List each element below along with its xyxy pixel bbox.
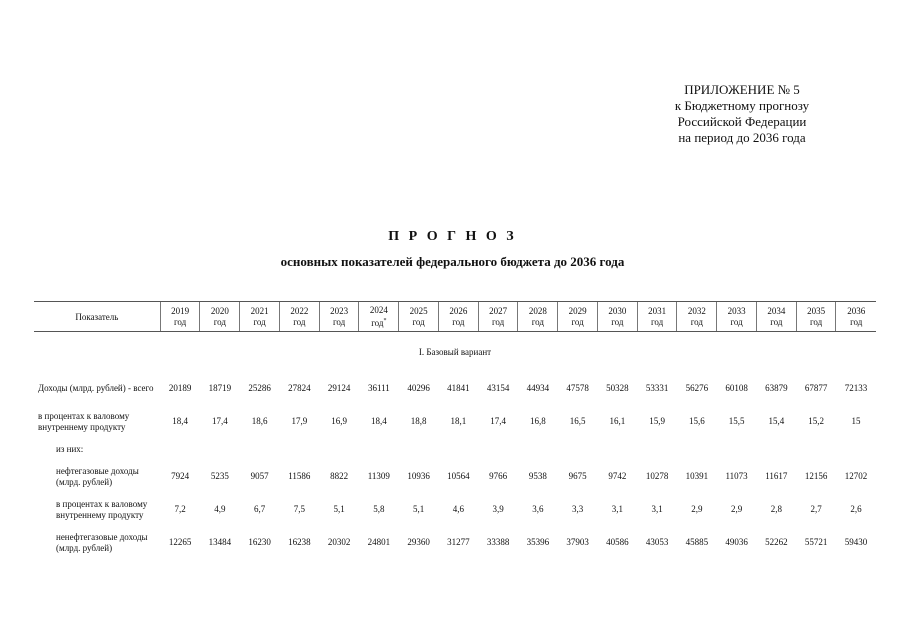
table-cell: 9538 — [528, 471, 547, 481]
table-cell: 6,7 — [253, 504, 266, 514]
table-cell: 11617 — [765, 471, 788, 481]
table-cell: 9057 — [250, 471, 269, 481]
year-number: 2034 — [767, 306, 786, 316]
table-cell: 12702 — [844, 471, 868, 481]
table-cell: 16238 — [288, 537, 311, 547]
table-cell: 33388 — [486, 537, 510, 547]
table-cell: 41841 — [447, 383, 470, 393]
table-cell: 36111 — [367, 383, 390, 393]
year-suffix: год — [293, 317, 306, 327]
table-cell: 18,4 — [370, 416, 387, 426]
table-header-row — [34, 302, 876, 332]
table-cell: 49036 — [725, 537, 748, 547]
year-suffix-wrap — [360, 316, 397, 329]
table-cell: 29124 — [327, 383, 351, 393]
table-cell: 7,5 — [293, 504, 305, 514]
year-number: 2035 — [807, 306, 826, 316]
column-header-year — [160, 302, 200, 332]
table-cell: 31277 — [447, 537, 470, 547]
appendix-ref-line: к Бюджетному прогнозу — [674, 98, 810, 113]
year-number: 2030 — [608, 306, 627, 316]
table-cell: 43053 — [645, 537, 669, 547]
budget-forecast-table — [34, 301, 876, 559]
year-suffix: год — [173, 317, 187, 327]
table-cell: 18,1 — [450, 416, 467, 426]
year-suffix: год — [571, 317, 584, 327]
row-label: ненефтегазовые доходы (млрд. рублей) — [56, 531, 148, 553]
appendix-ref-line: Российской Федерации — [677, 114, 807, 129]
table-cell: 3,3 — [571, 504, 584, 514]
column-header-year — [399, 302, 439, 332]
table-cell: 27824 — [288, 383, 311, 393]
table-cell: 15,4 — [768, 416, 785, 426]
column-header-year — [279, 302, 319, 332]
table-cell: 2,9 — [730, 504, 743, 514]
column-header-year — [518, 302, 558, 332]
year-number: 2027 — [489, 306, 508, 316]
table-cell: 5,1 — [412, 504, 425, 514]
table-cell: 5235 — [210, 471, 229, 481]
table-cell: 45885 — [685, 537, 709, 547]
table-cell: 15,2 — [808, 416, 824, 426]
column-header-year — [200, 302, 240, 332]
table-cell: 18,6 — [251, 416, 268, 426]
year-number: 2029 — [568, 306, 587, 316]
column-header-year — [836, 302, 876, 332]
table-cell: 40296 — [407, 383, 430, 393]
table-row — [34, 372, 876, 405]
column-header-year — [240, 302, 280, 332]
table-cell: 29360 — [407, 537, 430, 547]
column-header-year — [637, 302, 677, 332]
table-body — [34, 332, 876, 560]
table-cell: 16,8 — [529, 416, 546, 426]
year-number: 2019 — [171, 306, 190, 316]
table-cell: 10564 — [447, 471, 470, 481]
table-cell: 3,9 — [492, 504, 504, 514]
table-row — [34, 526, 876, 559]
table-cell: 18719 — [208, 383, 232, 393]
table-cell: 3,1 — [651, 504, 663, 514]
table-cell: 9742 — [608, 471, 627, 481]
year-suffix: год — [730, 317, 743, 327]
table-cell: 52262 — [765, 537, 788, 547]
table-cell: 4,9 — [214, 504, 226, 514]
year-number: 2021 — [250, 306, 269, 316]
table-cell: 25286 — [248, 383, 271, 393]
column-header-year — [717, 302, 757, 332]
table-cell: 11586 — [288, 471, 311, 481]
table-row — [34, 460, 876, 493]
document-title: П Р О Г Н О З — [388, 229, 517, 244]
table-cell: 17,9 — [291, 416, 308, 426]
table-cell: 53331 — [645, 383, 669, 393]
column-header-indicator: Показатель — [34, 302, 160, 332]
table-cell: 16230 — [248, 537, 271, 547]
row-label: в процентах к валовому внутреннему продукту — [56, 498, 148, 520]
year-number: 2028 — [528, 306, 547, 316]
column-header-year — [359, 302, 399, 332]
table-cell: 15,6 — [688, 416, 705, 426]
year-number: 2033 — [727, 306, 746, 316]
column-header-year — [478, 302, 518, 332]
year-number: 2020 — [210, 306, 229, 316]
year-suffix: год — [850, 317, 863, 327]
table-cell: 50328 — [606, 383, 629, 393]
appendix-header — [612, 82, 872, 146]
table-cell: 18,8 — [410, 416, 427, 426]
year-suffix: год — [690, 317, 703, 327]
table-cell: 2,8 — [770, 504, 782, 514]
footnote-mark: * — [383, 318, 387, 324]
document-subtitle: основных показателей федерального бюджета до 2036 года — [280, 254, 625, 269]
column-header-year — [319, 302, 359, 332]
table-cell: 11073 — [725, 471, 748, 481]
table-row — [34, 405, 876, 438]
table-cell: 15 — [851, 416, 861, 426]
empty-cell — [160, 438, 876, 460]
year-number: 2022 — [290, 306, 309, 316]
table-cell: 11309 — [367, 471, 390, 481]
table-cell: 3,6 — [532, 504, 544, 514]
table-cell: 20189 — [168, 383, 192, 393]
year-suffix: год — [332, 317, 346, 327]
table-cell: 20302 — [327, 537, 351, 547]
table-cell: 7924 — [171, 471, 190, 481]
year-number: 2023 — [330, 306, 349, 316]
table-cell: 43154 — [486, 383, 510, 393]
year-suffix: год — [809, 317, 823, 327]
table-cell: 16,9 — [331, 416, 347, 426]
table-cell: 12265 — [168, 537, 192, 547]
table-cell: 5,8 — [373, 504, 385, 514]
table-cell: 8822 — [330, 471, 349, 481]
table-cell: 72133 — [844, 383, 868, 393]
appendix-number: ПРИЛОЖЕНИЕ № 5 — [684, 82, 800, 97]
year-suffix: год — [531, 317, 544, 327]
year-number: 2036 — [847, 306, 866, 316]
section-row — [34, 332, 876, 373]
column-header-year — [438, 302, 478, 332]
table-cell: 59430 — [844, 537, 868, 547]
column-header-year — [558, 302, 598, 332]
table-cell: 15,9 — [649, 416, 665, 426]
row-label: в процентах к валовому внутреннему продукту — [38, 410, 130, 432]
table-cell: 10936 — [407, 471, 430, 481]
table-cell: 12156 — [804, 471, 828, 481]
year-suffix: год — [611, 317, 624, 327]
column-header-year — [597, 302, 637, 332]
table-cell: 16,1 — [609, 416, 626, 426]
table-cell: 13484 — [208, 537, 232, 547]
year-number: 2031 — [648, 306, 667, 316]
table-cell: 2,9 — [691, 504, 703, 514]
table-cell: 9675 — [568, 471, 587, 481]
year-number: 2026 — [449, 306, 468, 316]
table-cell: 2,6 — [850, 504, 862, 514]
table-cell: 37903 — [566, 537, 589, 547]
year-number: 2025 — [409, 306, 428, 316]
year-suffix: год — [213, 317, 226, 327]
year-suffix: год — [491, 317, 505, 327]
appendix-ref-line: на период до 2036 года — [678, 130, 806, 145]
year-suffix: год — [650, 317, 664, 327]
table-row — [34, 438, 876, 460]
year-suffix: год — [770, 317, 783, 327]
year-suffix: год — [371, 318, 384, 328]
table-cell: 63879 — [765, 383, 788, 393]
table-cell: 3,1 — [611, 504, 623, 514]
table-cell: 9766 — [489, 471, 508, 481]
table-cell: 44934 — [526, 383, 550, 393]
column-header-year — [677, 302, 717, 332]
year-suffix: год — [452, 317, 465, 327]
year-number: 2024 — [369, 305, 388, 315]
table-cell: 60108 — [725, 383, 748, 393]
row-label: нефтегазовые доходы (млрд. рублей) — [56, 465, 139, 487]
table-cell: 17,4 — [490, 416, 506, 426]
row-label: Доходы (млрд. рублей) - всего — [38, 383, 154, 393]
column-header-year — [796, 302, 836, 332]
table-cell: 56276 — [685, 383, 709, 393]
table-cell: 4,6 — [452, 504, 464, 514]
table-cell: 10391 — [685, 471, 709, 481]
table-cell: 15,5 — [728, 416, 745, 426]
table-cell: 47578 — [566, 383, 589, 393]
table-cell: 67877 — [804, 383, 828, 393]
table-cell: 17,4 — [211, 416, 228, 426]
section-title: I. Базовый вариант — [418, 346, 492, 357]
table-cell: 40586 — [606, 537, 629, 547]
column-header-year — [756, 302, 796, 332]
table-cell: 5,1 — [333, 504, 345, 514]
year-number: 2032 — [687, 306, 706, 316]
table-row — [34, 493, 876, 526]
table-cell: 24801 — [367, 537, 391, 547]
table-cell: 16,5 — [569, 416, 586, 426]
row-label: из них: — [56, 443, 84, 454]
table-cell: 35396 — [526, 537, 550, 547]
year-suffix: год — [412, 317, 425, 327]
table-cell: 2,7 — [810, 504, 822, 514]
table-cell: 18,4 — [172, 416, 188, 426]
year-suffix: год — [253, 317, 266, 327]
table-cell: 7,2 — [174, 504, 186, 514]
table-cell: 55721 — [804, 537, 828, 547]
table-cell: 10278 — [645, 471, 669, 481]
